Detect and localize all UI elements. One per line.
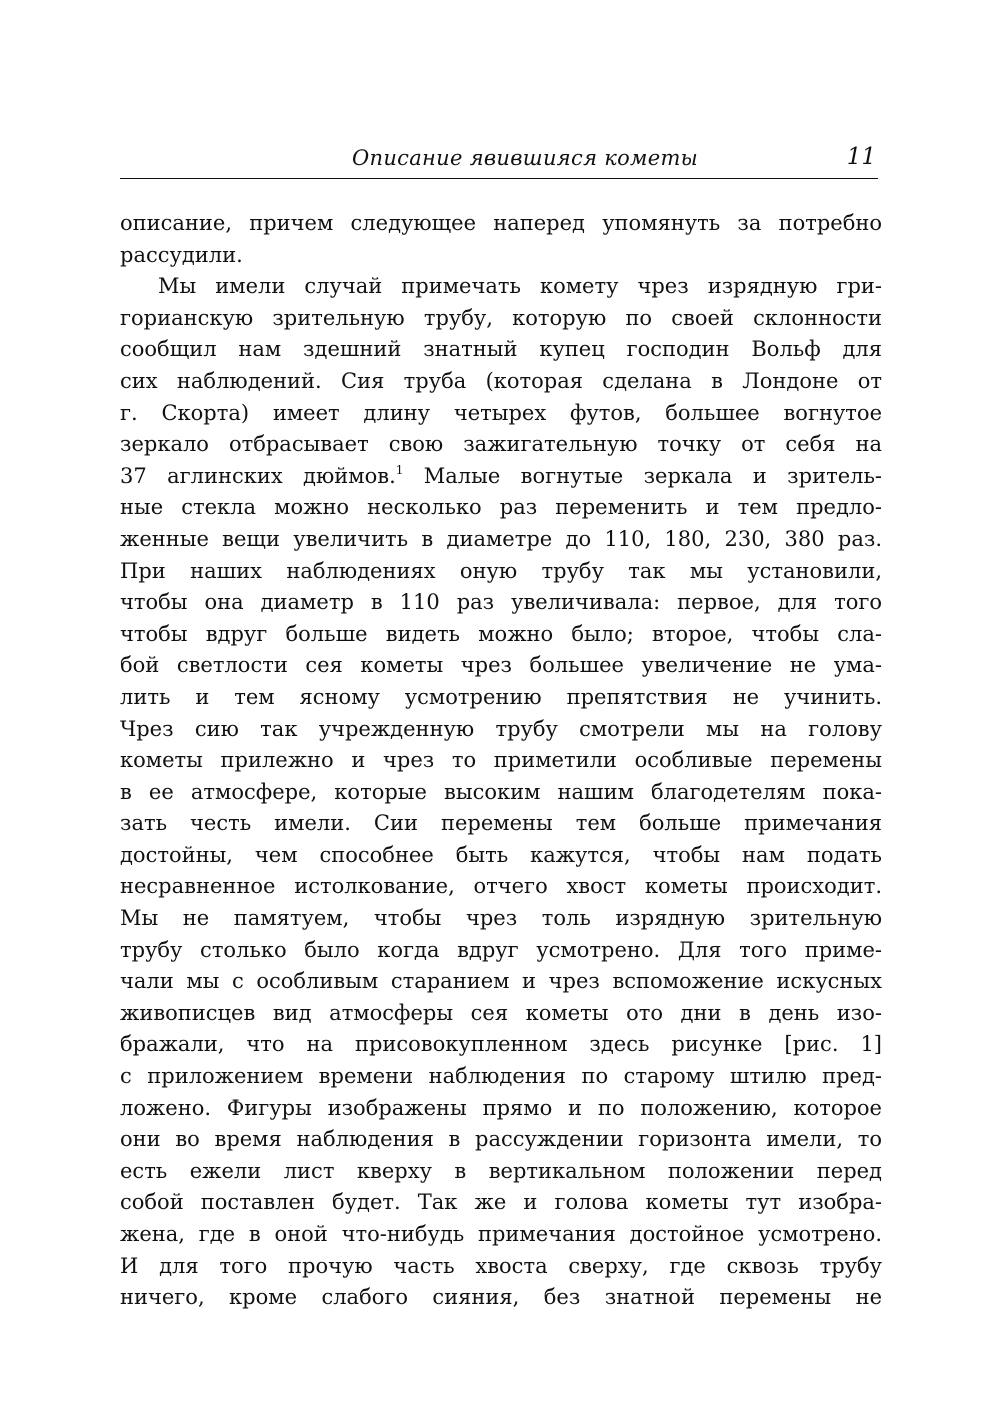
- text-line: женные вещи увеличить в диаметре до 110, 180, 230, 380 раз.: [120, 526, 882, 551]
- text-line: Мы имели случай примечать комету чрез изрядную гри-: [158, 274, 882, 299]
- text-line: с приложением времени наблюдения по старому штилю пред-: [120, 1064, 882, 1089]
- page-number: 11: [846, 144, 876, 170]
- text-line: несравненное истолкование, отчего хвост кометы происходит.: [120, 874, 882, 899]
- text-line: г. Скорта) имеет длину четырех футов, большее вогнутое: [120, 400, 882, 425]
- text-line: кометы прилежно и чрез то приметили особливые перемены: [120, 748, 882, 773]
- text-line: Чрез сию так учрежденную трубу смотрели мы на голову: [120, 716, 882, 741]
- text-line: чтобы вдруг больше видеть можно было; второе, чтобы сла-: [120, 621, 882, 646]
- text-fragment: Малые вогнутые зеркала и зритель-: [403, 463, 882, 488]
- body-text: [120, 208, 882, 1314]
- text-line: ные стекла можно несколько раз переменить и тем предло-: [120, 495, 882, 520]
- text-line: трубу столько было когда вдруг усмотрено. Для того приме-: [120, 937, 882, 962]
- text-line-with-footnote: [120, 461, 882, 493]
- text-line: зать честь имели. Сии перемены тем больше примечания: [120, 811, 882, 836]
- running-head: [120, 146, 882, 178]
- text-line: горианскую зрительную трубу, которую по своей склонности: [120, 305, 882, 330]
- text-line: описание, причем следующее наперед упомянуть за потребно: [120, 211, 882, 235]
- text-line: лить и тем ясному усмотрению препятствия не учинить.: [120, 684, 882, 709]
- text-fragment: 37 аглинских дюймов.: [120, 463, 396, 488]
- footnote-marker[interactable]: 1: [395, 462, 404, 477]
- text-line: сообщил нам здешний знатный купец господин Вольф для: [120, 337, 882, 362]
- text-line: ложено. Фигуры изображены прямо и по положению, которое: [120, 1095, 882, 1120]
- text-line: сих наблюдений. Сия труба (которая сделана в Лондоне от: [120, 368, 882, 393]
- text-line: собой поставлен будет. Так же и голова кометы тут изобра-: [120, 1190, 882, 1215]
- text-line: бражали, что на присовокупленном здесь рисунке [рис. 1]: [120, 1032, 882, 1057]
- header-rule: [120, 178, 878, 179]
- text-line: живописцев вид атмосферы сея кометы ото дни в день изо-: [120, 1000, 882, 1025]
- text-line: рассудили.: [120, 242, 243, 267]
- text-line: Мы не памятуем, чтобы чрез толь изрядную зрительную: [120, 906, 882, 931]
- running-title: Описание явившияся кометы: [352, 146, 699, 170]
- text-line: зеркало отбрасывает свою зажигательную точку от себя на: [120, 432, 882, 457]
- text-line: ничего, кроме слабого сияния, без знатной перемены не: [120, 1285, 882, 1310]
- text-line: бой светлости сея кометы чрез большее увеличение не ума-: [120, 653, 882, 678]
- text-line: достойны, чем способнее быть кажутся, чтобы нам подать: [120, 842, 882, 867]
- text-line: При наших наблюдениях оную трубу так мы установили,: [120, 558, 882, 583]
- text-line: жена, где в оной что-нибудь примечания достойное усмотрено.: [120, 1222, 882, 1246]
- text-line: в ее атмосфере, которые высоким нашим благодетелям пока-: [120, 779, 882, 804]
- text-line: И для того прочую часть хвоста сверху, где сквозь трубу: [120, 1253, 882, 1278]
- text-line: чали мы с особливым старанием и чрез вспоможение искусных: [120, 969, 882, 994]
- text-line: чтобы она диаметр в 110 раз увеличивала: первое, для того: [120, 590, 882, 615]
- text-line: они во время наблюдения в рассуждении горизонта имели, то: [120, 1127, 882, 1152]
- text-line: есть ежели лист кверху в вертикальном положении перед: [120, 1158, 882, 1183]
